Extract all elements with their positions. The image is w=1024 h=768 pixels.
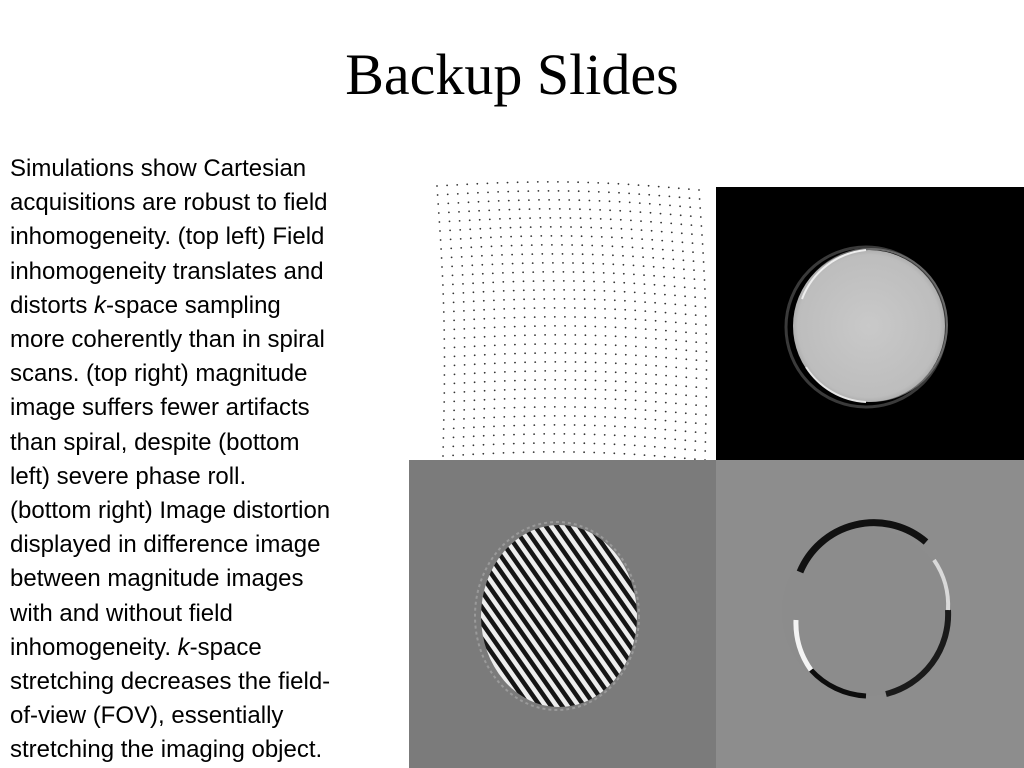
- body-text-line: image suffers fewer artifacts: [10, 394, 310, 422]
- slide-body-text: [10, 152, 405, 768]
- body-text-line: than spiral, despite (bottom: [10, 428, 300, 456]
- body-text-line: stretching decreases the field-: [10, 668, 331, 696]
- phase-image-figure: [409, 460, 716, 768]
- body-text-line: (bottom right) Image distortion: [10, 497, 331, 525]
- body-text-line: stretching the imaging object.: [10, 736, 323, 764]
- body-text-line: inhomogeneity. k-space: [10, 633, 262, 661]
- body-text-line: distorts k-space sampling: [10, 291, 281, 319]
- body-text-line: left) severe phase roll.: [10, 462, 247, 490]
- kspace-sampling-grid-figure: [405, 168, 716, 460]
- body-text-line: displayed in difference image: [10, 531, 321, 559]
- slide-title: Backup Slides: [345, 42, 679, 107]
- body-text-line: more coherently than in spiral: [10, 326, 325, 354]
- magnitude-image-figure: [716, 187, 1024, 460]
- body-text-line: inhomogeneity. (top left) Field: [10, 223, 325, 251]
- difference-image-figure: [716, 460, 1024, 768]
- body-text-line: of-view (FOV), essentially: [10, 702, 284, 730]
- body-text-line: scans. (top right) magnitude: [10, 360, 308, 388]
- body-text-line: inhomogeneity translates and: [10, 257, 324, 285]
- body-text-line: between magnitude images: [10, 565, 304, 593]
- body-text-line: with and without field: [10, 599, 233, 627]
- body-text-line: acquisitions are robust to field: [10, 189, 328, 217]
- body-text-line: Simulations show Cartesian: [10, 155, 307, 182]
